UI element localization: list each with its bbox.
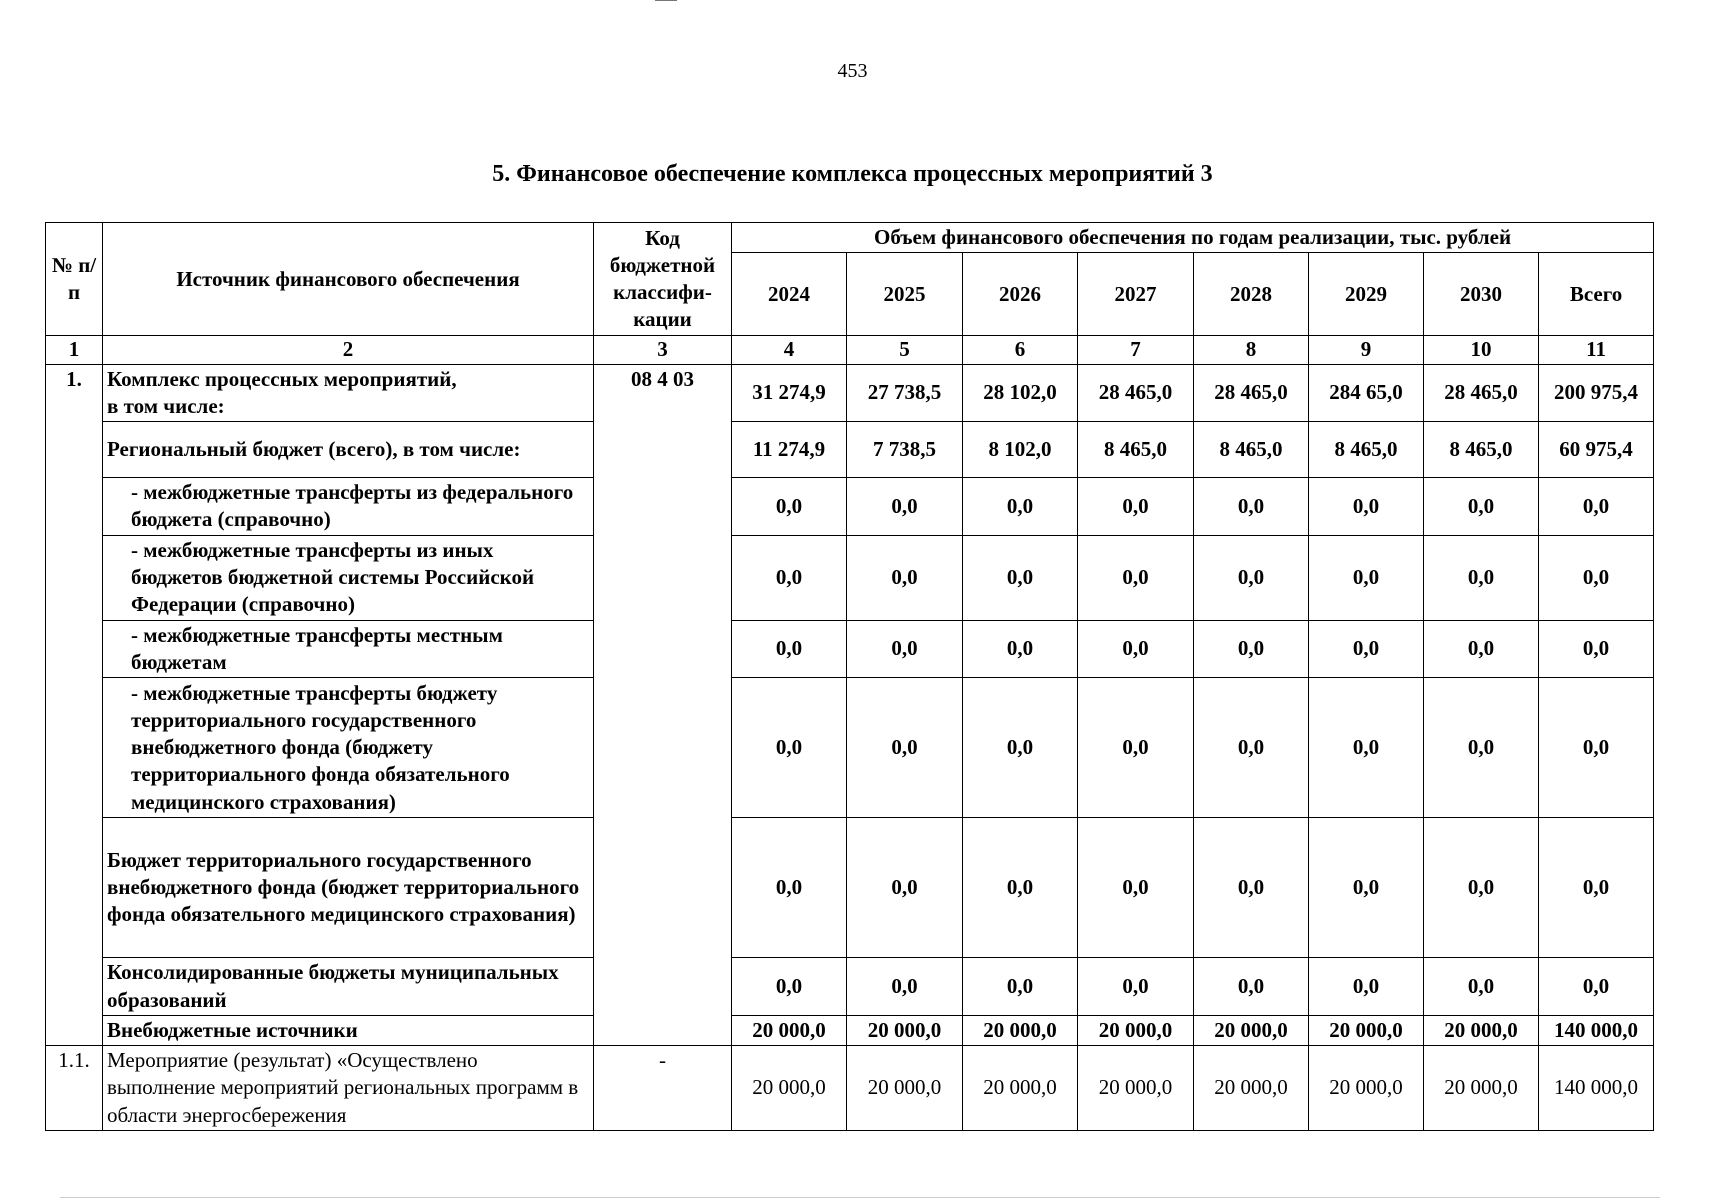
year-value: 0,0: [732, 818, 847, 958]
total-value: 0,0: [1539, 478, 1654, 536]
year-value: 0,0: [1194, 535, 1309, 620]
year-value: 0,0: [1194, 958, 1309, 1016]
column-number-row: [46, 336, 1654, 364]
total-value: 60 975,4: [1539, 422, 1654, 478]
table-row: [46, 535, 1654, 620]
funding-source: Бюджет территориального государственного внебюджетного фонда (бюджет территориального фонда обязательного медицинского страхования): [103, 818, 594, 958]
year-value: 0,0: [732, 620, 847, 678]
row-number: 1.1.: [46, 1046, 103, 1131]
year-value: 8 465,0: [1309, 422, 1424, 478]
document-title: 5. Финансовое обеспечение комплекса процессных мероприятий 3: [492, 161, 1213, 187]
year-value: 8 102,0: [963, 422, 1078, 478]
header-year: 2030: [1424, 253, 1539, 336]
year-value: 0,0: [1424, 958, 1539, 1016]
year-value: 11 274,9: [732, 422, 847, 478]
table-row: [46, 818, 1654, 958]
funding-source: Консолидированные бюджеты муниципальных образований: [103, 958, 594, 1016]
year-value: 0,0: [732, 678, 847, 818]
column-number: 3: [594, 336, 732, 364]
year-value: 27 738,5: [847, 364, 963, 422]
year-value: 31 274,9: [732, 364, 847, 422]
year-value: 20 000,0: [1309, 1015, 1424, 1045]
header-year: 2026: [963, 253, 1078, 336]
year-value: 0,0: [732, 958, 847, 1016]
year-value: 20 000,0: [847, 1046, 963, 1131]
year-value: 0,0: [963, 818, 1078, 958]
year-value: 28 102,0: [963, 364, 1078, 422]
year-value: 0,0: [732, 535, 847, 620]
year-value: 20 000,0: [1424, 1015, 1539, 1045]
total-value: 0,0: [1539, 678, 1654, 818]
year-value: 0,0: [1309, 958, 1424, 1016]
year-value: 0,0: [847, 478, 963, 536]
year-value: 0,0: [847, 535, 963, 620]
year-value: 20 000,0: [847, 1015, 963, 1045]
year-value: 0,0: [963, 535, 1078, 620]
year-value: 0,0: [963, 478, 1078, 536]
table-row: [46, 422, 1654, 478]
funding-source: - межбюджетные трансферты из иных бюджетов бюджетной системы Российской Федерации (справочно): [103, 535, 594, 620]
year-value: 0,0: [732, 478, 847, 536]
budget-code: 08 4 03: [594, 364, 732, 1046]
year-value: 8 465,0: [1078, 422, 1194, 478]
year-value: 0,0: [1078, 478, 1194, 536]
funding-source: Мероприятие (результат) «Осуществлено выполнение мероприятий региональных программ в области энергосбережения: [103, 1046, 594, 1131]
year-value: 7 738,5: [847, 422, 963, 478]
year-value: 20 000,0: [963, 1015, 1078, 1045]
column-number: 11: [1539, 336, 1654, 364]
table-row: [46, 620, 1654, 678]
table-row: [46, 678, 1654, 818]
year-value: 8 465,0: [1194, 422, 1309, 478]
funding-source: - межбюджетные трансферты из федерального бюджета (справочно): [103, 478, 594, 536]
header-year: 2029: [1309, 253, 1424, 336]
column-number: 4: [732, 336, 847, 364]
year-value: 20 000,0: [1194, 1046, 1309, 1131]
year-value: 0,0: [1309, 620, 1424, 678]
year-value: 20 000,0: [1078, 1015, 1194, 1045]
year-value: 0,0: [1309, 478, 1424, 536]
year-value: 28 465,0: [1078, 364, 1194, 422]
funding-source: - межбюджетные трансферты бюджету территориального государственного внебюджетного фонда (бюджету территориального фонда обязательного медицинского страхования): [103, 678, 594, 818]
year-value: 0,0: [1309, 535, 1424, 620]
year-value: 0,0: [1194, 818, 1309, 958]
year-value: 0,0: [1078, 818, 1194, 958]
header-total: Всего: [1539, 253, 1654, 336]
table-row: [46, 364, 1654, 422]
total-value: 0,0: [1539, 818, 1654, 958]
funding-source: - межбюджетные трансферты местным бюджетам: [103, 620, 594, 678]
total-value: 0,0: [1539, 620, 1654, 678]
funding-source: Внебюджетные источники: [103, 1015, 594, 1045]
year-value: 28 465,0: [1424, 364, 1539, 422]
column-number: 7: [1078, 336, 1194, 364]
year-value: 20 000,0: [732, 1015, 847, 1045]
year-value: 0,0: [1424, 535, 1539, 620]
header-year: 2028: [1194, 253, 1309, 336]
scan-artifact-line: [655, 0, 677, 1]
row-number: 1.: [46, 364, 103, 1046]
year-value: 8 465,0: [1424, 422, 1539, 478]
header-volume: Объем финансового обеспечения по годам реализации, тыс. рублей: [732, 223, 1654, 253]
header-year: 2024: [732, 253, 847, 336]
column-number: 10: [1424, 336, 1539, 364]
column-number: 8: [1194, 336, 1309, 364]
year-value: 20 000,0: [1424, 1046, 1539, 1131]
year-value: 20 000,0: [963, 1046, 1078, 1131]
year-value: 0,0: [847, 620, 963, 678]
year-value: 0,0: [963, 620, 1078, 678]
budget-code: -: [594, 1046, 732, 1131]
year-value: 0,0: [1424, 478, 1539, 536]
year-value: 0,0: [847, 958, 963, 1016]
year-value: 0,0: [963, 958, 1078, 1016]
column-number: 5: [847, 336, 963, 364]
year-value: 0,0: [963, 678, 1078, 818]
financing-table: [45, 222, 1654, 1131]
year-value: 0,0: [847, 818, 963, 958]
header-year: 2025: [847, 253, 963, 336]
year-value: 0,0: [1078, 678, 1194, 818]
year-value: 0,0: [1194, 478, 1309, 536]
year-value: 20 000,0: [732, 1046, 847, 1131]
column-number: 1: [46, 336, 103, 364]
table-row: [46, 1015, 1654, 1045]
funding-source: Комплекс процессных мероприятий, в том числе:: [103, 364, 594, 422]
year-value: 20 000,0: [1309, 1046, 1424, 1131]
year-value: 0,0: [1424, 818, 1539, 958]
page-number: 453: [837, 60, 868, 82]
total-value: 140 000,0: [1539, 1046, 1654, 1131]
table-row: [46, 478, 1654, 536]
table-row: [46, 958, 1654, 1016]
total-value: 0,0: [1539, 535, 1654, 620]
year-value: 20 000,0: [1078, 1046, 1194, 1131]
scan-artifact-line: [60, 1197, 1660, 1198]
year-value: 0,0: [1424, 620, 1539, 678]
year-value: 0,0: [1424, 678, 1539, 818]
header-code: Код бюджетной классифи-кации: [594, 223, 732, 336]
year-value: 284 65,0: [1309, 364, 1424, 422]
year-value: 28 465,0: [1194, 364, 1309, 422]
year-value: 0,0: [1078, 620, 1194, 678]
column-number: 2: [103, 336, 594, 364]
header-source: Источник финансового обеспечения: [103, 223, 594, 336]
year-value: 0,0: [1078, 958, 1194, 1016]
total-value: 200 975,4: [1539, 364, 1654, 422]
year-value: 0,0: [847, 678, 963, 818]
column-number: 9: [1309, 336, 1424, 364]
funding-source: Региональный бюджет (всего), в том числе:: [103, 422, 594, 478]
column-number: 6: [963, 336, 1078, 364]
total-value: 140 000,0: [1539, 1015, 1654, 1045]
year-value: 0,0: [1194, 620, 1309, 678]
header-year: 2027: [1078, 253, 1194, 336]
year-value: 0,0: [1309, 818, 1424, 958]
total-value: 0,0: [1539, 958, 1654, 1016]
year-value: 0,0: [1194, 678, 1309, 818]
year-value: 20 000,0: [1194, 1015, 1309, 1045]
header-num: № п/п: [46, 223, 103, 336]
year-value: 0,0: [1309, 678, 1424, 818]
year-value: 0,0: [1078, 535, 1194, 620]
table-row: [46, 1046, 1654, 1131]
